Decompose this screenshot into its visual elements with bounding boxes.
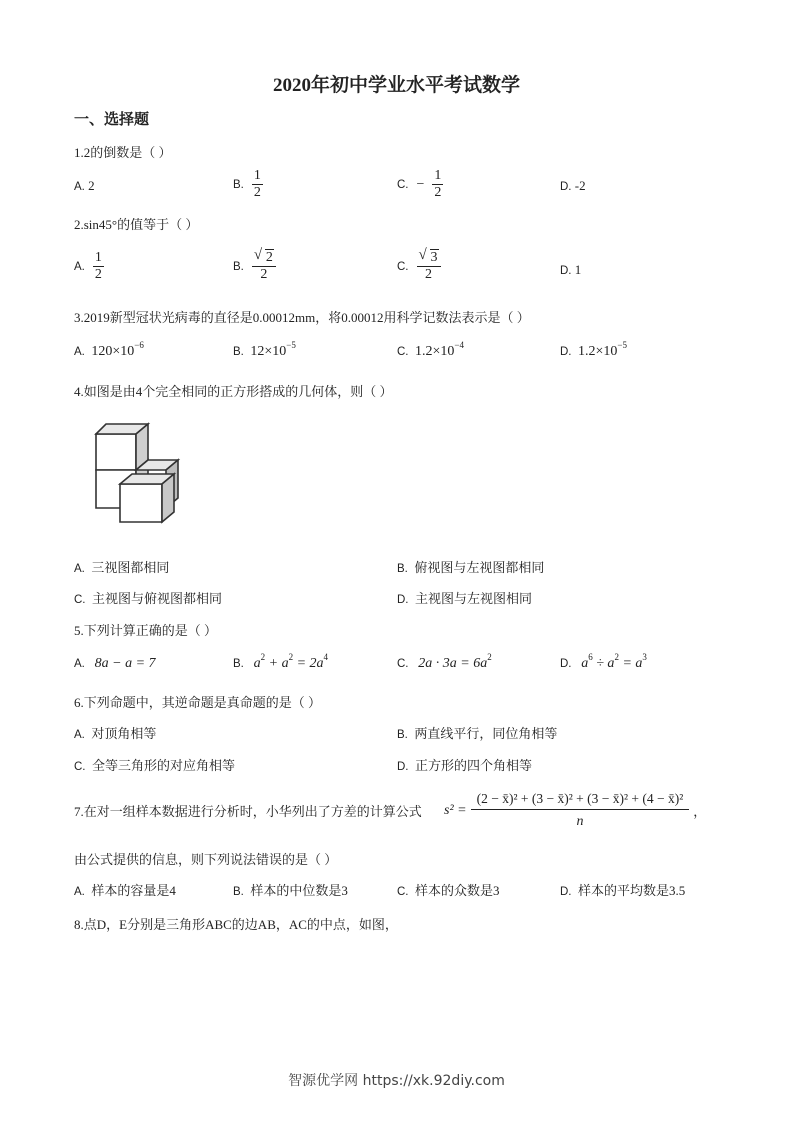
option-value: 正方形的四个角相等 — [415, 758, 533, 773]
option-value: 样本的平均数是3.5 — [578, 883, 686, 898]
option-label: A. — [74, 658, 85, 670]
option-label: A. — [74, 729, 85, 741]
math-expression: 8a − a = 7 — [94, 656, 156, 671]
option-label: D. — [560, 658, 572, 670]
q1-option-b — [233, 168, 263, 201]
fraction — [471, 791, 690, 830]
option-label: C. — [74, 761, 86, 773]
option-label: D. — [560, 886, 572, 898]
sci-exponent: −5 — [617, 340, 627, 350]
q6-option-b — [397, 723, 557, 742]
option-label: B. — [233, 260, 244, 273]
fraction: $\frac{1}{2}$ — [94, 250, 102, 282]
option-value: 主视图与俯视图都相同 — [92, 591, 223, 606]
option-label: A. — [74, 260, 85, 273]
minus-sign: − — [416, 176, 425, 192]
question-7-stem-continued: 由公式提供的信息，则下列说法错误的是（ ） — [74, 852, 338, 867]
question-2-stem: 2.sin45°的值等于（ ） — [74, 217, 199, 232]
cube-figure — [90, 418, 200, 528]
option-label: C. — [397, 260, 409, 273]
q7-option-b — [233, 880, 348, 899]
fraction: $\frac{1}{2}$ — [434, 168, 442, 200]
option-value: 俯视图与左视图都相同 — [414, 560, 545, 575]
radical-sign: √ — [253, 247, 263, 263]
q1-option-c — [397, 168, 443, 201]
option-label: A. — [74, 886, 85, 898]
q5-option-d — [560, 652, 647, 672]
variance-formula — [444, 791, 706, 830]
option-value: 对顶角相等 — [91, 726, 157, 741]
option-label: C. — [397, 346, 409, 358]
option-value: 全等三角形的对应角相等 — [92, 758, 236, 773]
option-label: D. — [560, 265, 572, 277]
sci-exponent: −6 — [134, 340, 144, 350]
option-value: 两直线平行，同位角相等 — [414, 726, 558, 741]
section-heading: 一、选择题 — [74, 112, 150, 128]
question-4-stem: 4.如图是由4个完全相同的正方形搭成的几何体，则（ ） — [74, 384, 393, 399]
option-value: 1 — [574, 262, 582, 277]
q5-option-b — [233, 652, 329, 672]
option-label: D. — [397, 594, 409, 606]
comma: ， — [693, 804, 707, 819]
q2-option-a — [74, 250, 104, 283]
formula-numerator: (2 − x̄)² + (3 − x̄)² + (3 − x̄)² + (4 − x̄)² — [476, 791, 684, 806]
option-value: 样本的中位数是3 — [250, 883, 348, 898]
option-label: A. — [74, 346, 85, 358]
option-label: C. — [74, 594, 86, 606]
option-label: D. — [560, 346, 572, 358]
option-label: C. — [397, 178, 409, 191]
q3-option-c — [397, 340, 464, 360]
math-expression: $a^2 + a^2 = 2a^4$ — [253, 652, 329, 671]
option-label: A. — [74, 181, 85, 193]
q3-option-d — [560, 340, 627, 360]
question-5-stem: 5.下列计算正确的是（ ） — [74, 623, 218, 638]
q4-option-b — [397, 557, 544, 576]
q4-option-d — [397, 588, 532, 607]
option-value: 样本的容量是4 — [91, 883, 176, 898]
sci-base: 1.2×10 — [415, 344, 455, 359]
question-3-stem: 3.2019新型冠状光病毒的直径是0.00012mm，将0.00012用科学记数法表示是（ ） — [74, 310, 530, 325]
q3-option-b — [233, 340, 296, 360]
q2-option-b — [233, 247, 276, 283]
option-label: B. — [233, 178, 244, 191]
question-8-stem: 8.点D，E分别是三角形ABC的边AB，AC的中点，如图， — [74, 917, 398, 932]
question-1-stem: 1.2的倒数是（ ） — [74, 145, 172, 160]
q3-option-a — [74, 340, 144, 360]
option-value: 2 — [88, 178, 95, 193]
q4-option-c — [74, 588, 222, 607]
formula-lhs: s² = — [444, 802, 467, 818]
option-label: C. — [397, 658, 409, 670]
option-label: B. — [397, 563, 408, 575]
question-7-stem: 7.在对一组样本数据进行分析时，小华列出了方差的计算公式 — [74, 804, 422, 819]
fraction: $\frac{1}{2}$ — [253, 168, 261, 200]
option-label: C. — [397, 886, 409, 898]
q4-option-a — [74, 557, 169, 576]
q1-option-d — [560, 178, 586, 194]
q2-option-c — [397, 247, 441, 283]
fraction: √ 2 2 — [252, 250, 276, 283]
q7-option-d — [560, 880, 685, 899]
sci-exponent: −5 — [286, 340, 296, 350]
fraction: √ 3 2 — [417, 250, 441, 283]
option-value: 三视图都相同 — [91, 560, 170, 575]
q1-option-a — [74, 178, 95, 194]
q6-option-a — [74, 723, 156, 742]
q7-option-c — [397, 880, 500, 899]
option-label: B. — [233, 346, 244, 358]
sci-base: 1.2×10 — [578, 344, 618, 359]
footer-watermark[interactable]: 智源优学网 https://xk.92diy.com — [288, 1073, 505, 1089]
q5-option-a — [74, 655, 156, 672]
q2-option-d — [560, 262, 581, 278]
option-label: D. — [397, 761, 409, 773]
sci-exponent: −4 — [454, 340, 464, 350]
option-label: A. — [74, 563, 85, 575]
option-label: B. — [233, 658, 244, 670]
radical-sign: √ — [418, 247, 427, 263]
q5-option-c — [397, 652, 492, 672]
math-expression: $2a \cdot 3a = 6a^2$ — [418, 652, 492, 671]
sci-base: 12×10 — [250, 344, 287, 359]
cube-face-front — [96, 434, 136, 470]
sci-base: 120×10 — [91, 344, 135, 359]
option-label: B. — [233, 886, 244, 898]
option-value: 样本的众数是3 — [415, 883, 500, 898]
option-label: D. — [560, 181, 572, 193]
question-6-stem: 6.下列命题中，其逆命题是真命题的是（ ） — [74, 695, 322, 710]
math-expression: $a^6 \div a^2 = a^3$ — [581, 652, 647, 671]
cube-face-front — [120, 484, 162, 522]
formula-denominator: n — [471, 809, 690, 830]
option-value: 主视图与左视图相同 — [415, 591, 533, 606]
page-title: 2020年初中学业水平考试数学 — [272, 75, 520, 96]
option-label: B. — [397, 729, 408, 741]
q6-option-c — [74, 755, 235, 774]
q6-option-d — [397, 755, 532, 774]
option-value: -2 — [574, 178, 586, 193]
q7-option-a — [74, 880, 176, 899]
